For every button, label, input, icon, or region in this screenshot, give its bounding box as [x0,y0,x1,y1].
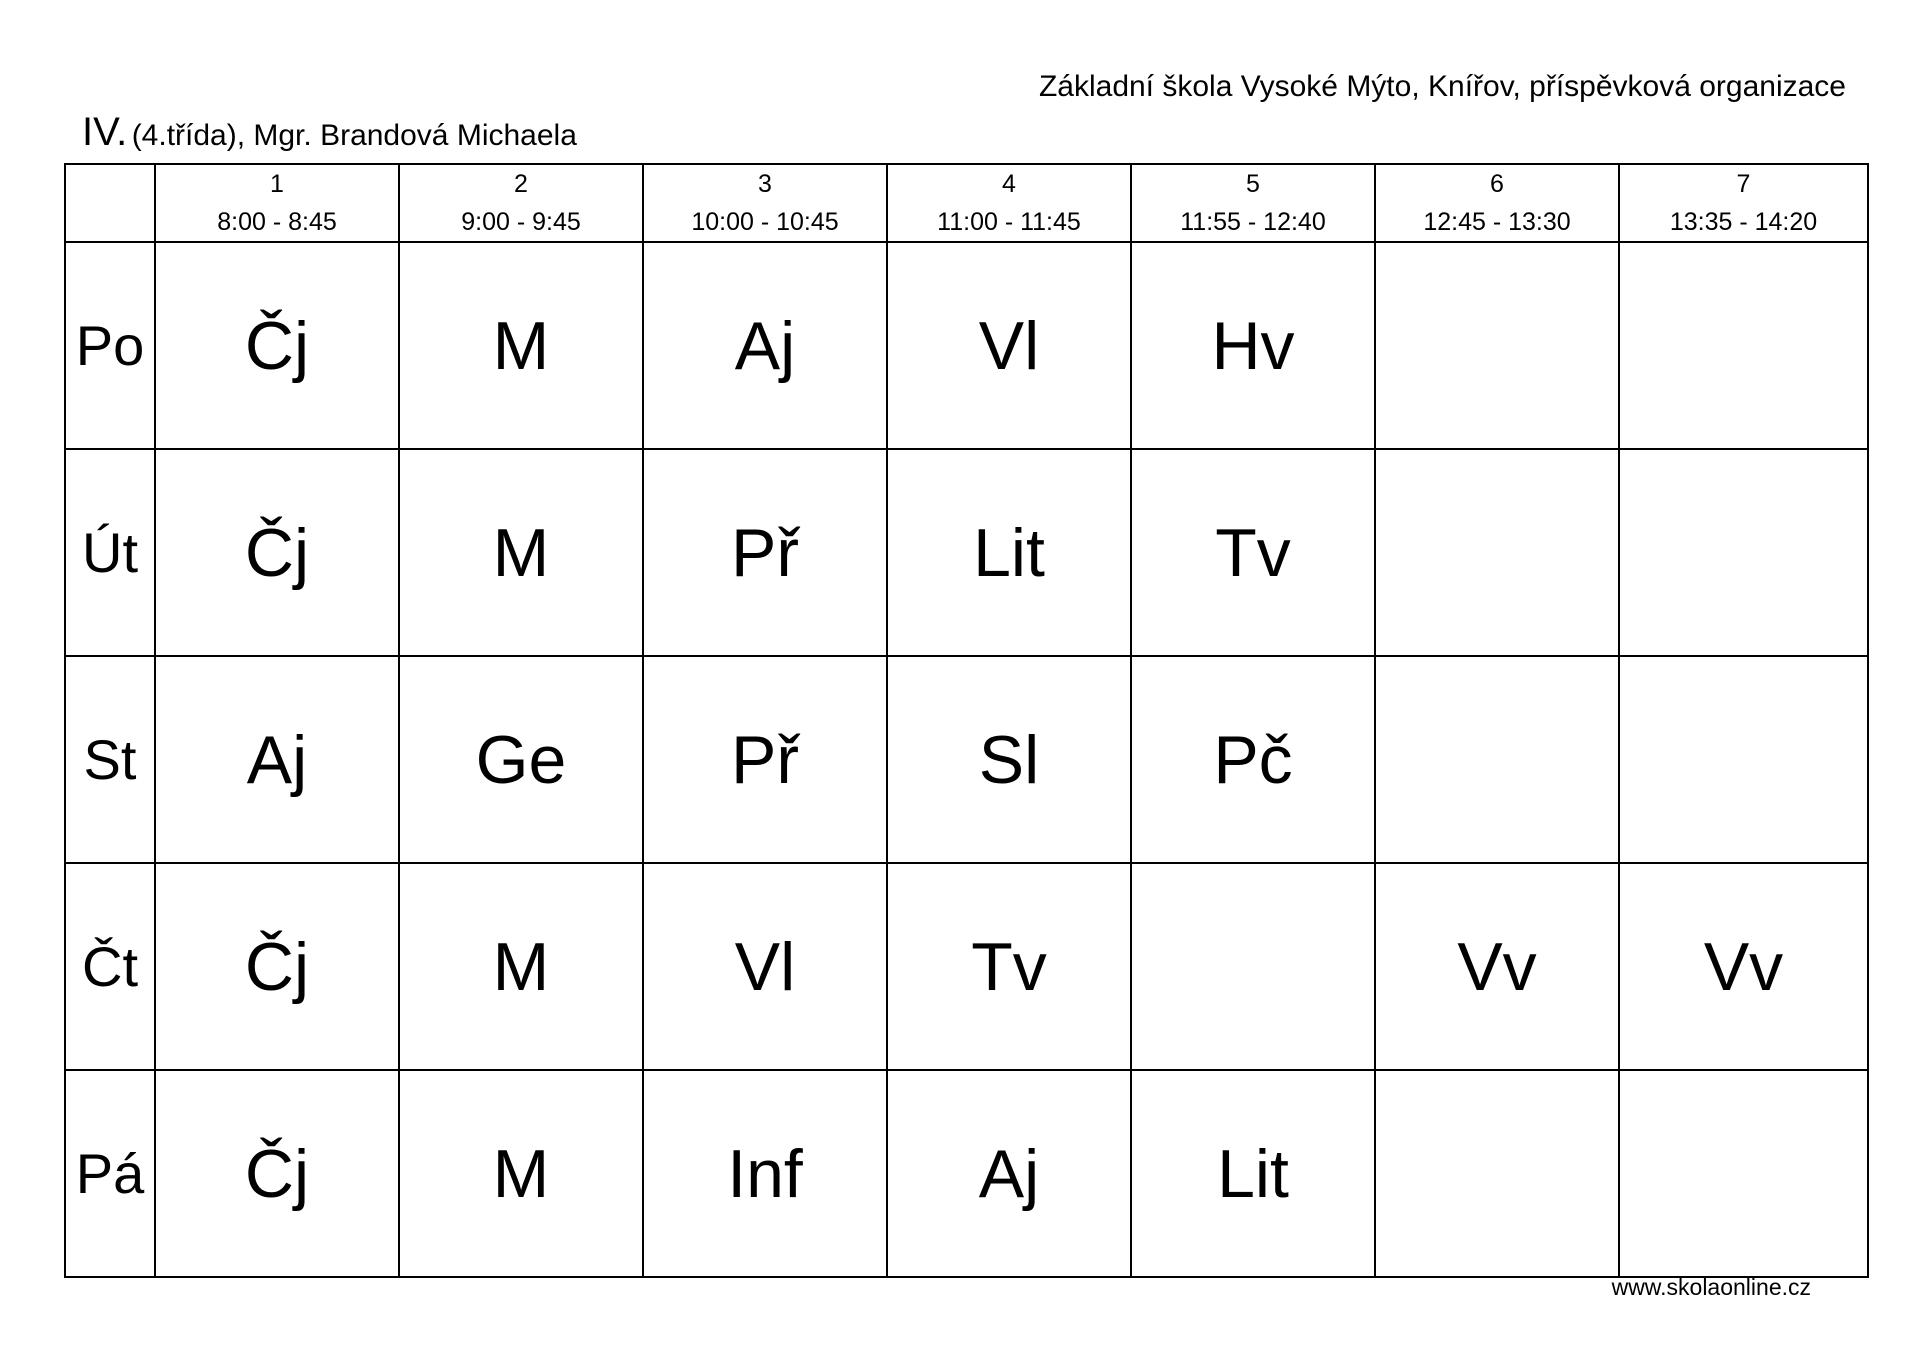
lesson-cell: Čj [155,863,399,1070]
day-label: Čt [65,863,155,1070]
lesson-cell: M [399,449,643,656]
lesson-cell: Aj [887,1070,1131,1277]
lesson-cell [1375,242,1619,449]
lesson-cell: Př [643,656,887,863]
lesson-cell: M [399,1070,643,1277]
lesson-cell [1375,656,1619,863]
day-label: Pá [65,1070,155,1277]
period-number: 5 [1246,170,1260,198]
period-time: 13:35 - 14:20 [1669,208,1818,236]
lesson-cell [1619,242,1868,449]
lesson-cell [1619,656,1868,863]
period-time: 12:45 - 13:30 [1423,208,1571,236]
lesson-cell: Vv [1375,863,1619,1070]
period-number: 2 [514,170,528,198]
day-row-ut [65,449,1868,656]
lesson-cell: Hv [1131,242,1375,449]
lesson-cell: Vl [643,863,887,1070]
class-heading [82,112,577,152]
lesson-cell: Pč [1131,656,1375,863]
lesson-cell [1375,1070,1619,1277]
period-number: 1 [270,170,284,198]
period-header [1375,164,1619,242]
lesson-cell: Čj [155,449,399,656]
period-header [887,164,1131,242]
period-header-row [65,164,1868,242]
school-name: Základní škola Vysoké Mýto, Knířov, příspěvková organizace [1038,70,1846,103]
lesson-cell: Inf [643,1070,887,1277]
day-row-ct [65,863,1868,1070]
lesson-cell: Př [643,449,887,656]
day-label: Po [65,242,155,449]
lesson-cell: Lit [1131,1070,1375,1277]
period-number: 7 [1736,170,1751,198]
period-number: 3 [758,170,772,198]
period-header [1131,164,1375,242]
class-code: IV. [82,110,128,154]
period-time: 11:00 - 11:45 [937,208,1081,236]
day-label: Út [65,449,155,656]
period-time: 11:55 - 12:40 [1180,208,1326,236]
lesson-cell: Aj [643,242,887,449]
day-row-po [65,242,1868,449]
lesson-cell: Aj [155,656,399,863]
corner-cell [65,164,155,242]
lesson-cell: Tv [1131,449,1375,656]
footer-website: www.skolaonline.cz [1611,1274,1811,1300]
class-teacher: (4.třída), Mgr. Brandová Michaela [131,119,577,152]
period-header [1619,164,1868,242]
timetable [64,163,1869,1278]
lesson-cell: M [399,242,643,449]
lesson-cell [1375,449,1619,656]
lesson-cell: Čj [155,1070,399,1277]
period-header [643,164,887,242]
lesson-cell: Vl [887,242,1131,449]
period-header [399,164,643,242]
lesson-cell: Čj [155,242,399,449]
lesson-cell [1619,1070,1868,1277]
day-row-st [65,656,1868,863]
lesson-cell: Lit [887,449,1131,656]
period-number: 6 [1490,170,1504,198]
lesson-cell: Vv [1619,863,1868,1070]
lesson-cell: Sl [887,656,1131,863]
lesson-cell: Ge [399,656,643,863]
period-time: 8:00 - 8:45 [217,208,337,236]
period-number: 4 [1002,170,1016,198]
period-time: 9:00 - 9:45 [461,208,581,236]
lesson-cell [1619,449,1868,656]
day-label: St [65,656,155,863]
lesson-cell: M [399,863,643,1070]
lesson-cell [1131,863,1375,1070]
day-row-pa [65,1070,1868,1277]
period-header [155,164,399,242]
lesson-cell: Tv [887,863,1131,1070]
period-time: 10:00 - 10:45 [691,208,839,236]
